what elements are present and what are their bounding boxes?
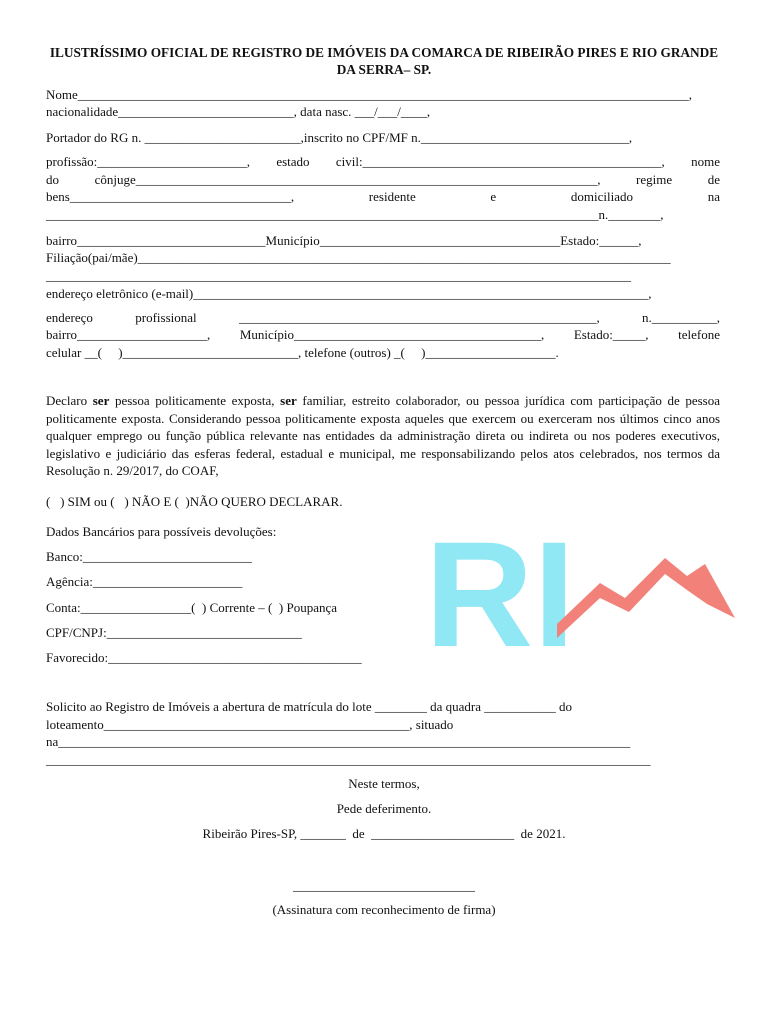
business-district-field: bairro____________________, [46,327,211,342]
civil-state-field: civil:______________________________________________, [335,154,665,169]
agency-field: Agência:_______________________ [46,574,243,589]
mountain-icon [557,558,735,638]
request-line-1: Solicito ao Registro de Imóveis a abertura de matrícula do lote ________ da quadra ___________ do [46,699,573,714]
domiciled-label: domiciliado [570,189,634,204]
regime-label: regime [636,172,673,187]
business-address-label: endereço [46,310,93,325]
account-field: Conta:_________________( ) Corrente – ( ) Poupança [46,600,338,615]
pep-declaration: Declaro ser pessoa politicamente exposta, ser familiar, estreito colaborador, ou pessoa jurídica com participação de pessoa politicamente exposta. Considerando pessoa politicamente exposta aqueles que exercem ou exerceram nos últimos cinco anos qualquer emprego ou função pública relevante nas entidades da administração direta ou indireta ou nos poderes executivos, legislativo e judiciário das esferas federal, estadual e municipal, me responsabilizando pelos atos celebrados, nos termos da Resolução n. 29/2017, do COAF, [46,393,721,478]
pep-options: ( ) SIM ou ( ) NÃO E ( )NÃO QUERO DECLARAR. [46,494,343,509]
business-state-field: Estado:_____, [573,327,649,342]
signature-caption: (Assinatura com reconhecimento de firma) [272,902,496,917]
parents-field: Filiação(pai/mãe)__________________________________________________________________________________ [46,250,671,265]
business-district-row [46,327,720,343]
nationality-field: nacionalidade___________________________, data nasc. ___/___/____, [46,104,431,119]
document-title: ILUSTRÍSSIMO OFICIAL DE REGISTRO DE IMÓVEIS DA COMARCA DE RIBEIRÃO PIRES E RIO GRANDE DA SERRA– SP. [49,45,719,77]
email-field: endereço eletrônico (e-mail)______________________________________________________________________, [46,286,652,301]
phones-field: celular __( )___________________________, telefone (outros) _( )____________________. [46,345,559,360]
request-line-4: _____________________________________________________________________________________________ [46,752,651,767]
business-city-field: Município______________________________________, [239,327,545,342]
ri-logo-watermark [425,528,735,650]
ri-logo-text: RI [425,528,575,650]
district-city-state-field: bairro_____________________________Município_____________________________________Estado:______, [46,233,642,248]
rg-cpf-field: Portador do RG n. ________________________,inscrito no CPF/MF n.________________________________, [46,130,633,145]
bank-heading: Dados Bancários para possíveis devoluções: [46,524,277,539]
name-field: Nome______________________________________________________________________________________________, [46,87,693,102]
and-label: e [490,189,497,204]
spouse-field: cônjuge_______________________________________________________________________, [94,172,601,187]
spouse-name-label: nome [691,154,720,169]
closing-terms: Neste termos, [348,776,420,791]
request-line-3: na________________________________________________________________________________________ [46,734,631,749]
parents-continuation: __________________________________________________________________________________________ [46,268,631,283]
goods-field: bens__________________________________, [46,189,295,204]
beneficiary-field: Favorecido:_______________________________________ [46,650,362,665]
regime-de: de [707,172,720,187]
business-address-field: _______________________________________________________, [238,310,600,325]
profession-row [46,154,720,170]
cpf-cnpj-field: CPF/CNPJ:______________________________ [46,625,302,640]
spouse-prefix: do [46,172,59,187]
profession-field: profissão:_______________________, [46,154,251,169]
business-number-field: n.__________, [642,310,720,325]
place-date: Ribeirão Pires-SP, _______ de ______________________ de 2021. [202,826,566,841]
civil-state-label: estado [276,154,310,169]
request-line-2: loteamento_______________________________________________, situado [46,717,454,732]
resident-label: residente [368,189,416,204]
at-label: na [707,189,720,204]
address-field: _____________________________________________________________________________________n.________, [46,207,664,222]
business-address-row [46,310,720,326]
goods-row [46,189,720,205]
phone-label: telefone [678,327,720,342]
signature-line: ____________________________ [293,878,475,893]
spouse-row [46,172,720,188]
bank-field: Banco:__________________________ [46,549,252,564]
business-address-label-2: profissional [135,310,197,325]
closing-request: Pede deferimento. [336,801,432,816]
